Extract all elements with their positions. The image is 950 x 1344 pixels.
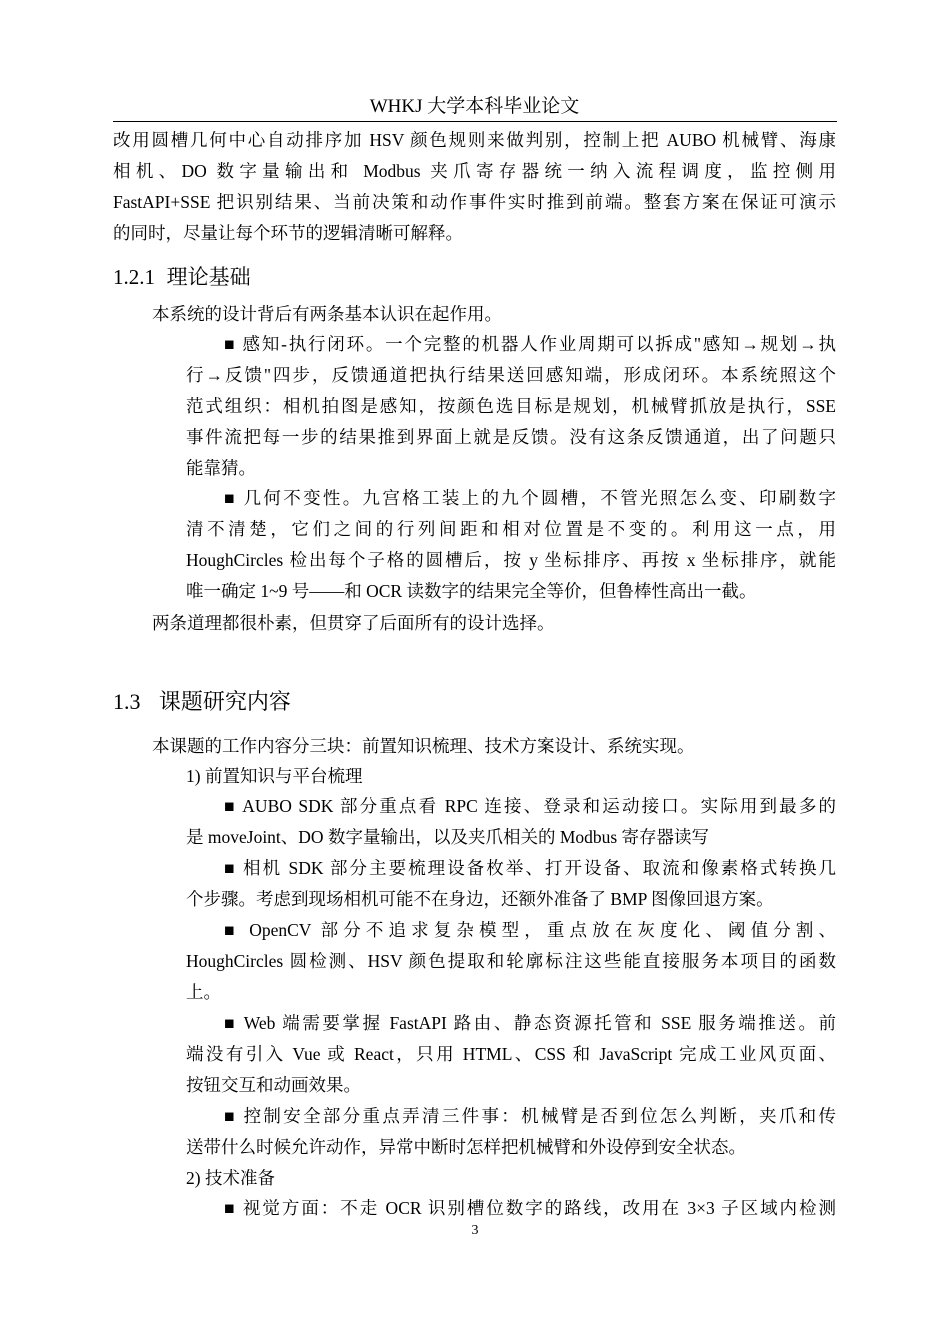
bullet-line: 上。 bbox=[186, 982, 221, 1002]
section-heading-1-3 bbox=[113, 687, 291, 717]
bullet-line: 是 moveJoint、DO 数字量输出，以及夹爪相关的 Modbus 寄存器读写 bbox=[186, 827, 710, 847]
bullet-line: 端没有引入 Vue 或 React，只用 HTML、CSS 和 JavaScript 完成工业风页面、 bbox=[186, 1044, 836, 1064]
section-lead: 本课题的工作内容分三块：前置知识梳理、技术方案设计、系统实现。 bbox=[152, 736, 695, 756]
section-title: 理论基础 bbox=[166, 266, 251, 289]
bullet-line: ■ 相机 SDK 部分主要梳理设备枚举、打开设备、取流和像素格式转换几 bbox=[224, 858, 836, 878]
section-lead: 本系统的设计背后有两条基本认识在起作用。 bbox=[152, 304, 502, 324]
bullet-line: HoughCircles 检出每个子格的圆槽后，按 y 坐标排序、再按 x 坐标排序，就能 bbox=[186, 550, 836, 570]
bullet-line: 送带什么时候允许动作，异常中断时怎样把机械臂和外设停到安全状态。 bbox=[186, 1137, 746, 1157]
bullet-line: HoughCircles 圆检测、HSV 颜色提取和轮廓标注这些能直接服务本项目的函数 bbox=[186, 951, 836, 971]
header-rule bbox=[113, 121, 837, 122]
section-heading-1-2-1 bbox=[113, 262, 251, 293]
list-item-1: 1) 前置知识与平台梳理 bbox=[186, 766, 363, 786]
intro-line: 改用圆槽几何中心自动排序加 HSV 颜色规则来做判别，控制上把 AUBO 机械臂、海康 bbox=[113, 130, 836, 150]
bullet-line: ■ 视觉方面：不走 OCR 识别槽位数字的路线，改用在 3×3 子区域内检测 bbox=[224, 1198, 836, 1218]
section-number: 1.3 bbox=[113, 689, 141, 714]
page-number: 3 bbox=[471, 1223, 479, 1238]
section-closing: 两条道理都很朴素，但贯穿了后面所有的设计选择。 bbox=[152, 613, 555, 633]
bullet-line: 按钮交互和动画效果。 bbox=[186, 1075, 361, 1095]
bullet-line: 范式组织：相机拍图是感知，按颜色选目标是规划，机械臂抓放是执行，SSE bbox=[186, 396, 836, 416]
bullet-line: ■ OpenCV 部分不追求复杂模型，重点放在灰度化、阈值分割、 bbox=[224, 920, 836, 940]
bullet-line: 能靠猜。 bbox=[186, 458, 256, 478]
bullet-line: 清不清楚，它们之间的行列间距和相对位置是不变的。利用这一点，用 bbox=[186, 519, 836, 539]
header-title: WHKJ 大学本科毕业论文 bbox=[369, 96, 580, 117]
intro-line: 相机、DO 数字量输出和 Modbus 夹爪寄存器统一纳入流程调度，监控侧用 bbox=[113, 161, 836, 181]
bullet-line: ■ 感知-执行闭环。一个完整的机器人作业周期可以拆成"感知→规划→执 bbox=[224, 334, 836, 354]
list-item-2: 2) 技术准备 bbox=[186, 1168, 275, 1188]
bullet-line: 个步骤。考虑到现场相机可能不在身边，还额外准备了 BMP 图像回退方案。 bbox=[186, 889, 774, 909]
bullet-line: ■ 控制安全部分重点弄清三件事：机械臂是否到位怎么判断，夹爪和传 bbox=[224, 1106, 836, 1126]
intro-line: FastAPI+SSE 把识别结果、当前决策和动作事件实时推到前端。整套方案在保证可演示 bbox=[113, 192, 836, 212]
bullet-line: 事件流把每一步的结果推到界面上就是反馈。没有这条反馈通道，出了问题只 bbox=[186, 427, 836, 447]
bullet-line: 行→反馈"四步，反馈通道把执行结果送回感知端，形成闭环。本系统照这个 bbox=[186, 365, 836, 385]
section-number: 1.2.1 bbox=[113, 265, 155, 289]
intro-line: 的同时，尽量让每个环节的逻辑清晰可解释。 bbox=[113, 223, 463, 243]
bullet-line: ■ Web 端需要掌握 FastAPI 路由、静态资源托管和 SSE 服务端推送。前 bbox=[224, 1013, 836, 1033]
bullet-line: 唯一确定 1~9 号——和 OCR 读数字的结果完全等价，但鲁棒性高出一截。 bbox=[186, 581, 757, 601]
bullet-line: ■ 几何不变性。九宫格工装上的九个圆槽，不管光照怎么变、印刷数字 bbox=[224, 488, 836, 508]
bullet-line: ■ AUBO SDK 部分重点看 RPC 连接、登录和运动接口。实际用到最多的 bbox=[224, 796, 836, 816]
section-title: 课题研究内容 bbox=[158, 689, 291, 714]
